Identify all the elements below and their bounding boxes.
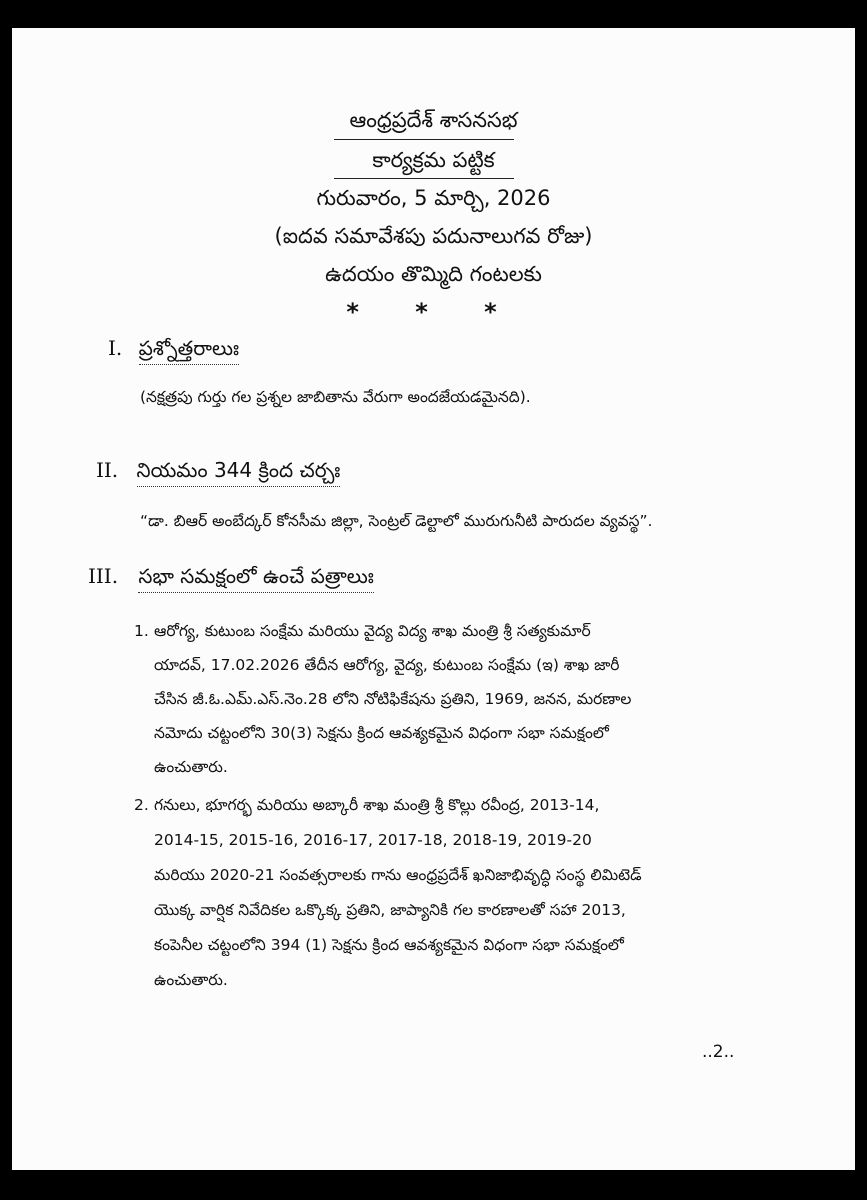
- list-item-line: మరియు 2020-21 సంవత్సరాలకు గాను ఆంధ్రప్రదేశ్ ఖనిజాభివృద్ధి సంస్థ లిమిటెడ్: [154, 866, 642, 884]
- document-page: [12, 28, 855, 1170]
- list-item-number: 1.: [134, 622, 149, 640]
- section-number: II.: [96, 458, 119, 482]
- list-item-line: యాదవ్, 17.02.2026 తేదీన ఆరోగ్య, వైద్య, కుటుంబ సంక్షేమ (ఇ) శాఖ జారీ: [154, 656, 620, 674]
- section-number: I.: [108, 336, 123, 360]
- list-item-line: 2014-15, 2015-16, 2016-17, 2017-18, 2018-19, 2019-20: [154, 831, 592, 849]
- list-item-line: గనులు, భూగర్భ మరియు అబ్కారీ శాఖ మంత్రి శ్రీ కొల్లు రవీంద్ర, 2013-14,: [154, 796, 600, 814]
- page-marker: ..2..: [702, 1042, 735, 1062]
- section-questions: [108, 336, 239, 365]
- section-title: సభా సమక్షంలో ఉంచే పత్రాలుః: [138, 564, 373, 593]
- list-item-line: ఉంచుతారు.: [154, 758, 228, 776]
- list-item-line: కంపెనీల చట్టంలోని 394 (1) సెక్షను క్రింద ఆవశ్యకమైన విధంగా సభా సమక్షంలో: [154, 936, 624, 954]
- agenda-date: గురువారం, 5 మార్చి, 2026: [316, 186, 551, 210]
- section-papers: [88, 564, 374, 593]
- list-item-line: చేసిన జీ.ఓ.ఎమ్.ఎస్.నెం.28 లోని నోటిఫికేషను ప్రతిని, 1969, జనన, మరణాల: [154, 690, 632, 708]
- list-item-number: 2.: [134, 796, 149, 814]
- list-item-line: నమోదు చట్టంలోని 30(3) సెక్షను క్రింద ఆవశ్యకమైన విధంగా సభా సమక్షంలో: [154, 724, 609, 742]
- section-body-line: (నక్షత్రపు గుర్తు గల ప్రశ్నల జాబితాను వేరుగా అందజేయడమైనది).: [140, 388, 531, 406]
- list-item-line: ఉంచుతారు.: [154, 971, 228, 989]
- agenda-title: కార్యక్రమ పట్టిక: [372, 148, 495, 172]
- session-day: (ఐదవ సమావేశపు పదునాలుగవ రోజు): [274, 224, 593, 248]
- section-number: III.: [88, 564, 119, 588]
- section-body-line: “డా. బిఆర్ అంబేద్కర్ కోనసీమ జిల్లా, సెంట్రల్ డెల్టాలో మురుగునీటి పారుదల వ్యవస్థ”.: [140, 512, 653, 530]
- title-underline: [334, 139, 514, 140]
- agenda-underline: [334, 178, 514, 179]
- sitting-time: ఉదయం తొమ్మిది గంటలకు: [325, 262, 542, 286]
- section-discussion: [96, 458, 340, 487]
- assembly-title: ఆంధ్రప్రదేశ్ శాసనసభ: [349, 108, 518, 132]
- section-title: ప్రశ్నోత్తరాలుః: [139, 336, 239, 365]
- list-item-line: యొక్క వార్షిక నివేదికల ఒక్కొక్క ప్రతిని, జాప్యానికి గల కారణాలతో సహా 2013,: [154, 901, 626, 919]
- section-title: నియమం 344 క్రింద చర్చః: [137, 458, 341, 487]
- list-item-line: ఆరోగ్య, కుటుంబ సంక్షేమ మరియు వైద్య విద్య శాఖ మంత్రి శ్రీ సత్యకుమార్: [154, 622, 591, 640]
- separator-stars: * * *: [346, 298, 521, 326]
